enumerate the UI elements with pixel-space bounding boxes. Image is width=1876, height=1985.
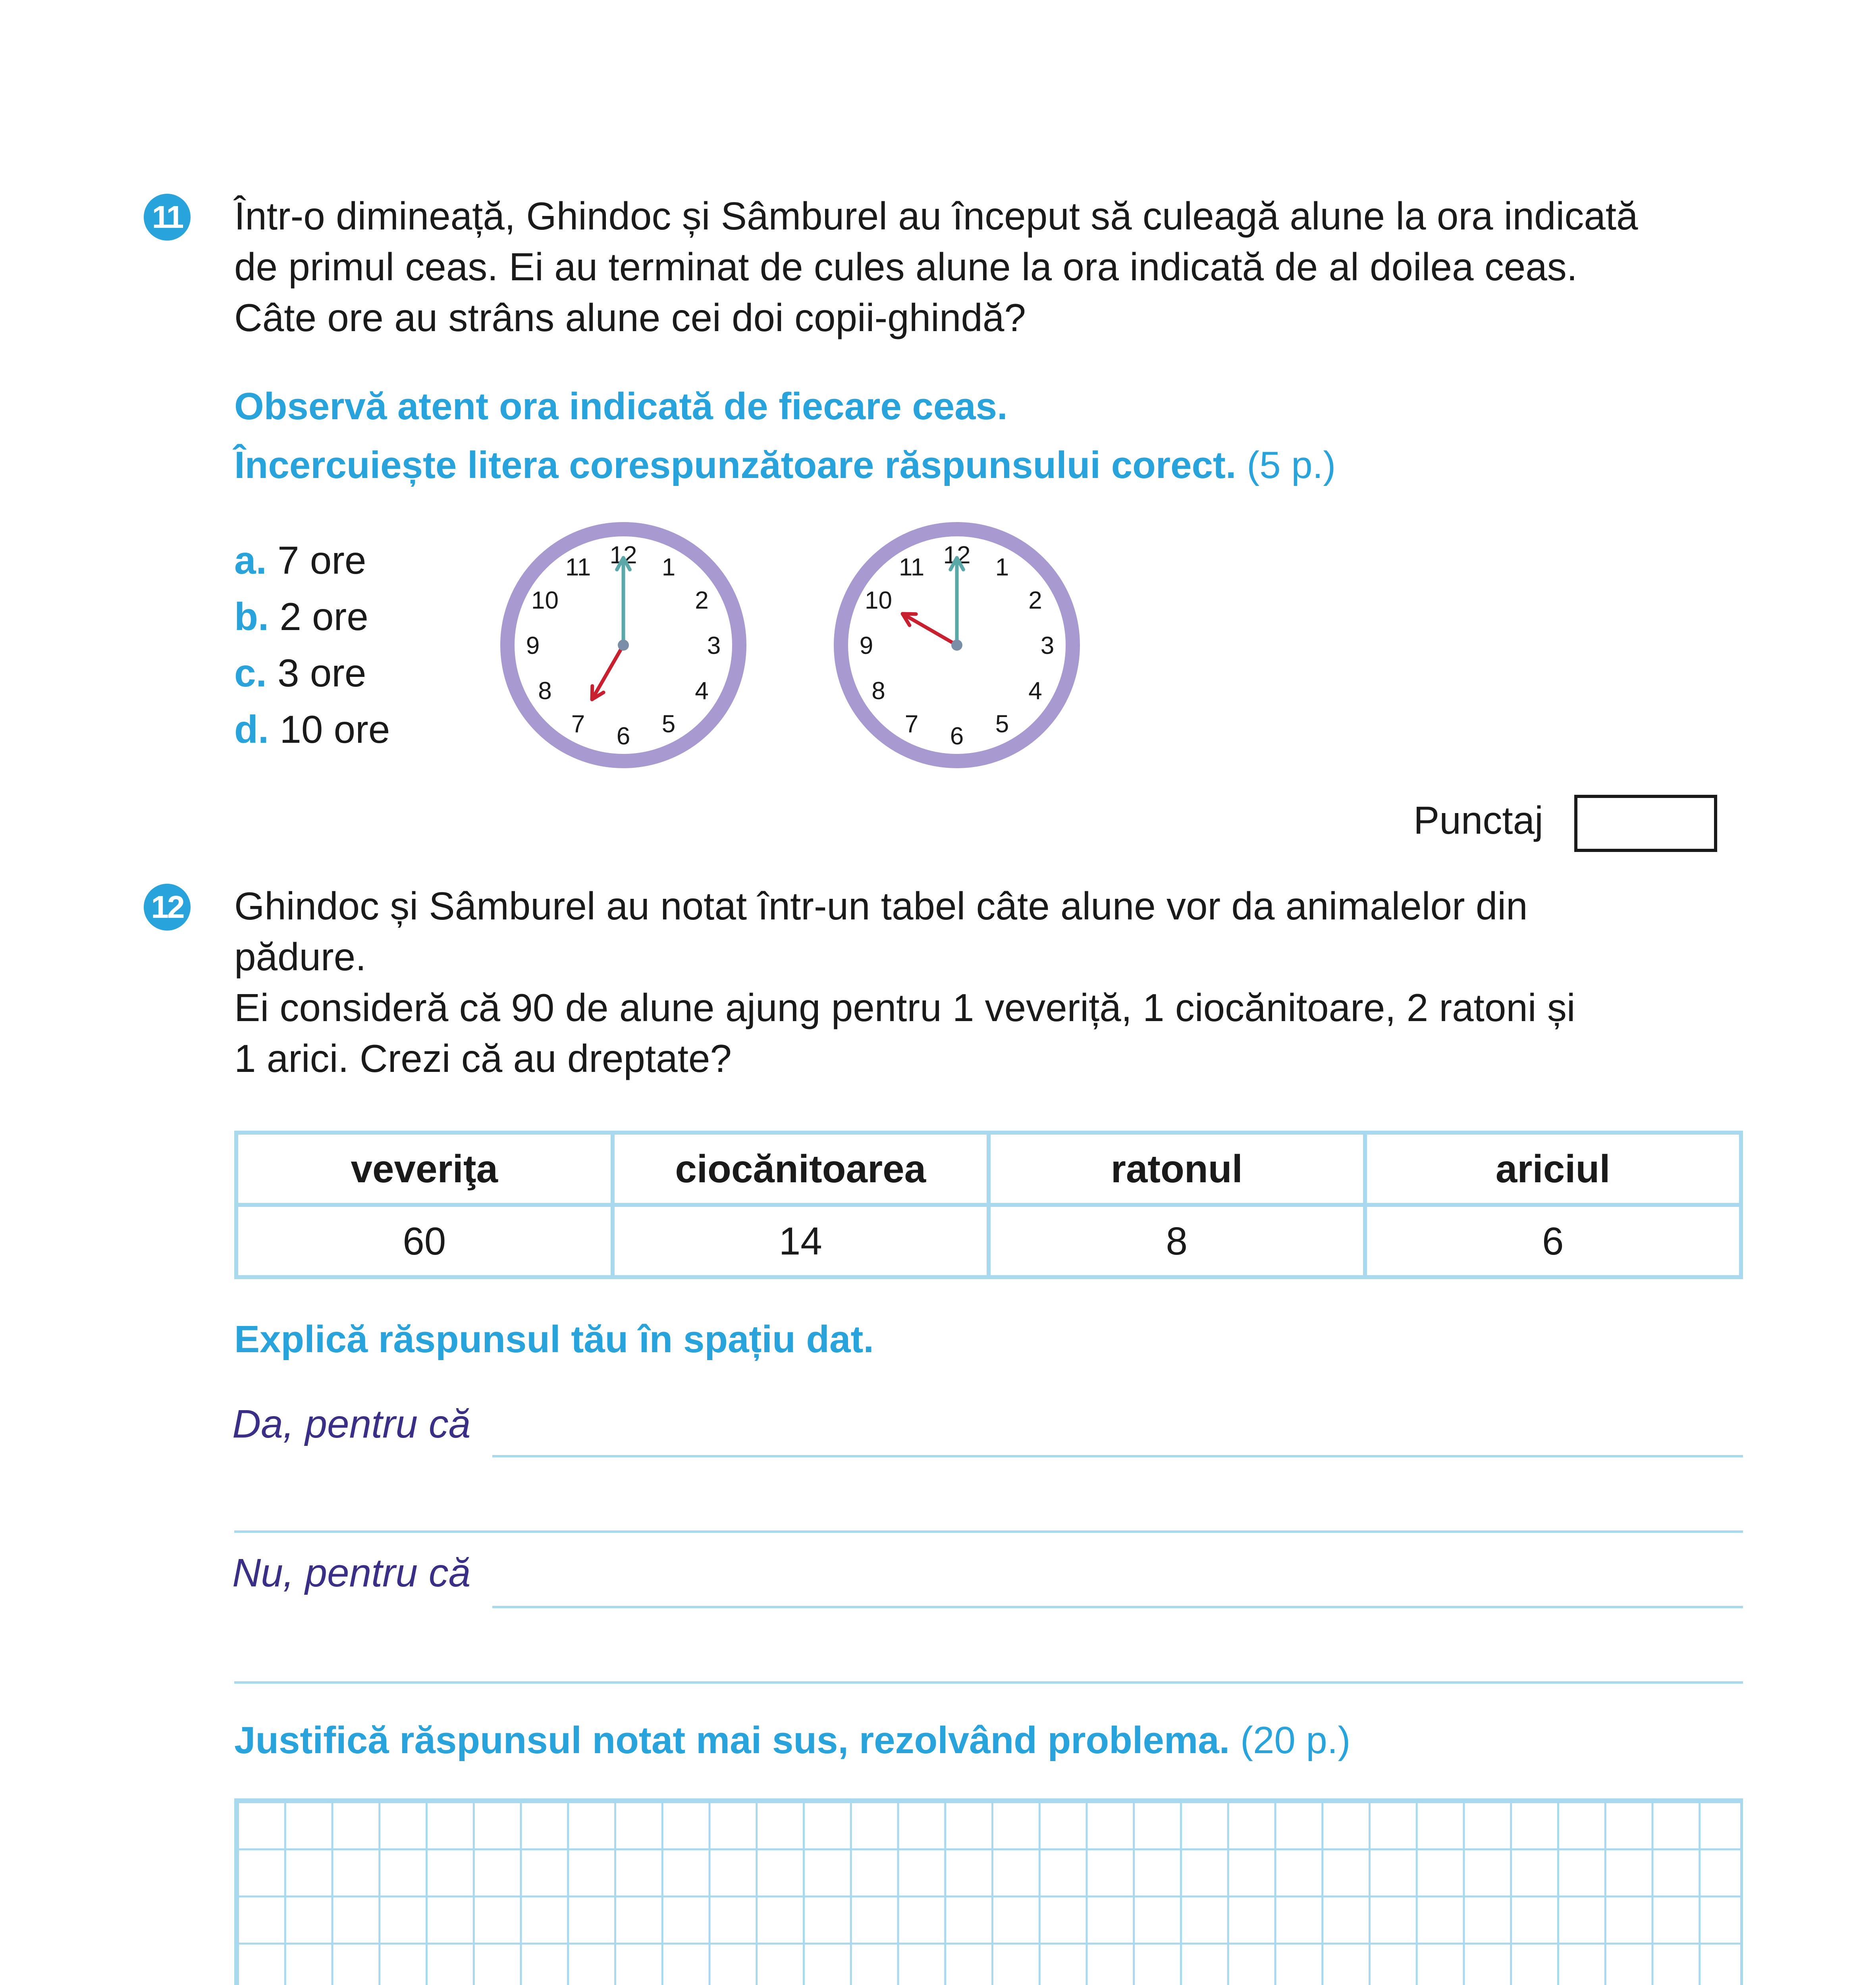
instruction-observe: Observă atent ora indicată de fiecare ceas. — [234, 385, 1008, 428]
clock-numeral: 12 — [943, 542, 971, 569]
option-text: 2 ore — [280, 595, 368, 638]
option-a[interactable] — [234, 532, 390, 588]
clock-numeral: 5 — [661, 710, 676, 738]
table-header: ratonul — [989, 1133, 1365, 1205]
option-letter: a. — [234, 538, 267, 582]
table-cell: 60 — [236, 1205, 613, 1277]
question-number-11: 11 — [144, 194, 191, 241]
clock-numeral: 1 — [995, 553, 1009, 581]
table-header-row — [236, 1133, 1741, 1205]
score-box[interactable] — [1574, 795, 1717, 852]
explain-instruction: Explică răspunsul tău în spațiu dat. — [234, 1318, 874, 1361]
question-11-line: Câte ore au strâns alune cei doi copii-ghindă? — [234, 296, 1026, 339]
no-label: Nu, pentru că — [232, 1551, 471, 1595]
clock-numeral: 7 — [904, 710, 919, 738]
clock-numeral: 11 — [565, 553, 591, 581]
clock-numeral: 8 — [538, 677, 552, 705]
clock-numeral: 10 — [865, 587, 893, 614]
option-text: 7 ore — [277, 538, 366, 582]
clock-numeral: 11 — [898, 553, 925, 581]
clock-numeral: 4 — [695, 677, 709, 705]
clock-center — [951, 640, 962, 651]
table-cell: 6 — [1365, 1205, 1741, 1277]
clock-numeral: 3 — [707, 632, 721, 659]
table-row — [236, 1205, 1741, 1277]
justify-instruction: Justifică răspunsul notat mai sus, rezolvând problema. — [234, 1719, 1230, 1761]
clock-numeral: 3 — [1040, 632, 1055, 659]
table-cell: 14 — [613, 1205, 989, 1277]
answer-line-no-1[interactable] — [492, 1606, 1743, 1608]
clock-numeral: 7 — [571, 710, 585, 738]
clock-numeral: 2 — [695, 587, 709, 614]
question-12-line: 1 arici. Crezi că au dreptate? — [234, 1037, 732, 1080]
instruction-circle-line — [234, 436, 1336, 495]
question-number-12: 12 — [144, 884, 191, 931]
question-11-line: Într-o dimineață, Ghindoc și Sâmburel au început să culeagă alune la ora indicată — [234, 194, 1638, 238]
clock-center — [618, 640, 629, 651]
option-c[interactable] — [234, 645, 390, 701]
clock-numeral: 6 — [950, 723, 964, 750]
clock-numeral: 4 — [1028, 677, 1042, 705]
option-letter: b. — [234, 595, 269, 638]
question-11-line: de primul ceas. Ei au terminat de cules alune la ora indicată de al doilea ceas. — [234, 245, 1577, 289]
clock-numeral: 5 — [995, 710, 1009, 738]
clock-numeral: 1 — [661, 553, 676, 581]
answer-line-no-2[interactable] — [234, 1681, 1743, 1684]
question-11-text — [234, 191, 1638, 343]
nuts-table — [234, 1131, 1743, 1279]
clock-numeral: 9 — [859, 632, 873, 659]
work-grid[interactable] — [234, 1798, 1743, 1985]
option-letter: d. — [234, 707, 269, 751]
score-label: Punctaj — [1413, 798, 1543, 842]
question-12-line: Ghindoc și Sâmburel au notat într-un tabel câte alune vor da animalelor din — [234, 884, 1528, 928]
option-text: 3 ore — [277, 651, 366, 695]
table-header: ariciul — [1365, 1133, 1741, 1205]
option-text: 10 ore — [280, 707, 390, 751]
clock-icon-end — [830, 518, 1084, 772]
question-12-text — [234, 881, 1575, 1084]
clock-numeral: 6 — [616, 723, 630, 750]
question-12-line: Ei consideră că 90 de alune ajung pentru 1 veveriță, 1 ciocănitoare, 2 ratoni și — [234, 986, 1575, 1029]
table-header: veveriţa — [236, 1133, 613, 1205]
question-12-line: pădure. — [234, 935, 366, 979]
option-d[interactable] — [234, 701, 390, 757]
clock-numeral: 2 — [1028, 587, 1042, 614]
clock-numeral: 10 — [531, 587, 559, 614]
answer-options — [234, 532, 390, 757]
justify-instruction-line — [234, 1711, 1350, 1770]
yes-label: Da, pentru că — [232, 1402, 471, 1446]
points-label: (20 p.) — [1240, 1719, 1351, 1761]
clock-numeral: 9 — [526, 632, 540, 659]
clock-icon-start — [496, 518, 750, 772]
clock-numeral: 8 — [871, 677, 885, 705]
points-label: (5 p.) — [1247, 444, 1336, 486]
question-11-instruction — [234, 377, 1336, 495]
option-letter: c. — [234, 651, 267, 695]
instruction-circle: Încercuiește litera corespunzătoare răspunsului corect. — [234, 444, 1236, 486]
table-header: ciocănitoarea — [613, 1133, 989, 1205]
clock-numeral: 12 — [609, 542, 637, 569]
answer-line-yes-2[interactable] — [234, 1530, 1743, 1533]
table-cell: 8 — [989, 1205, 1365, 1277]
answer-line-yes-1[interactable] — [492, 1455, 1743, 1457]
option-b[interactable] — [234, 588, 390, 645]
